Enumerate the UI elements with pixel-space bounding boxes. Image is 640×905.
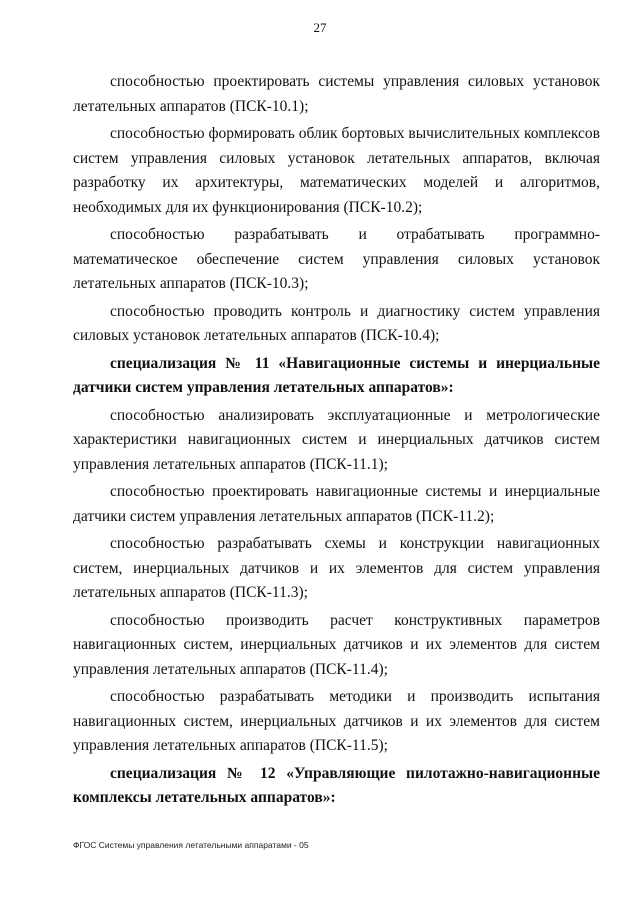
page-number: 27: [313, 20, 327, 35]
document-body: [73, 70, 600, 814]
paragraph-psk-11-2: способностью проектировать навигационные системы и инерциальные датчики систем управления летательных аппаратов (ПСК-11.2);: [73, 483, 600, 525]
paragraph-psk-10-3: способностью разрабатывать и отрабатывать программно-математическое обеспечение систем управления силовых установок летательных аппаратов (ПСК-10.3);: [73, 226, 600, 292]
paragraph-psk-11-3: способностью разрабатывать схемы и конструкции навигационных систем, инерциальных датчиков и их элементов для систем управления летательных аппаратов (ПСК-11.3);: [73, 535, 600, 601]
paragraph-psk-10-2: способностью формировать облик бортовых вычислительных комплексов систем управления силовых установок летательных аппаратов, включая разработку их архитектуры, математических моделей и алгоритмов, необходимых для их функционирования (ПСК-10.2);: [73, 125, 600, 216]
paragraph-psk-11-1: способностью анализировать эксплуатационные и метрологические характеристики навигационных систем и инерциальных датчиков систем управления летательных аппаратов (ПСК-11.1);: [73, 406, 600, 473]
paragraph-psk-11-4: способностью производить расчет конструктивных параметров навигационных систем, инерциальных датчиков и их элементов для систем управления летательных аппаратов (ПСК-11.4);: [73, 611, 600, 678]
paragraph-psk-11-5: способностью разрабатывать методики и производить испытания навигационных систем, инерциальных датчиков и их элементов для систем управления летательных аппаратов (ПСК-11.5);: [73, 688, 600, 754]
specialization-11-heading: специализация № 11 «Навигационные системы и инерциальные датчики систем управления летательных аппаратов»:: [73, 354, 600, 396]
page-footer: ФГОС Системы управления летательными аппаратами - 05: [73, 840, 309, 850]
specialization-12-heading: специализация № 12 «Управляющие пилотажно-навигационные комплексы летательных аппаратов»:: [73, 764, 600, 806]
paragraph-psk-10-1: способностью проектировать системы управления силовых установок летательных аппаратов (ПСК-10.1);: [73, 73, 600, 115]
paragraph-psk-10-4: способностью проводить контроль и диагностику систем управления силовых установок летательных аппаратов (ПСК-10.4);: [73, 302, 600, 344]
